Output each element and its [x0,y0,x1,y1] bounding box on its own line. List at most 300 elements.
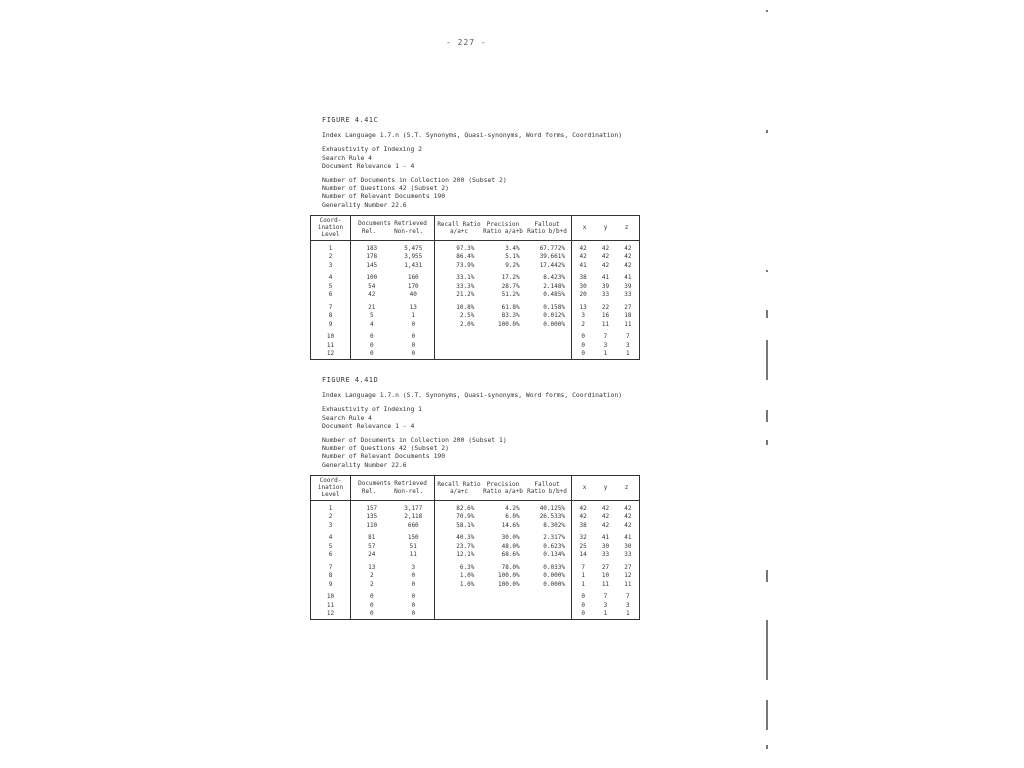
table-row [351,291,434,300]
cell-precision: 100.0% [497,320,520,328]
table-row [435,283,571,292]
table-row [572,342,639,351]
cell-rel: 135 [366,513,378,521]
cell-level: 9 [328,320,333,328]
cell-recall: 86.4% [456,253,475,261]
table-row [311,253,350,262]
ratios-column [435,476,572,619]
cell-z: 42 [624,244,632,252]
nonrel-header: Non-rel. [394,488,424,496]
documents-header [351,216,434,241]
cell-rel: 157 [366,504,378,512]
documents-column [351,476,435,619]
fallout-header: Fallout Ratio b/b+d [527,220,567,235]
generality-number: Generality Number 22.6 [322,460,407,469]
cell-recall: 2.0% [459,320,475,328]
cell-level: 5 [328,282,333,290]
cell-z: 42 [624,521,632,529]
cell-rel: 0 [369,341,374,349]
cell-precision: 30.0% [501,534,520,542]
cell-x: 0 [581,610,585,618]
table-row [435,312,571,321]
cell-x: 0 [581,341,585,349]
cell-level: 6 [328,551,333,559]
table-row [572,564,639,573]
table-row [351,513,434,522]
cell-y: 42 [601,261,610,269]
cell-x: 32 [579,534,587,542]
cell-level: 1 [328,504,333,512]
xyz-column [572,476,639,619]
cell-y: 42 [601,253,610,261]
level-header: Coord-ination Level [311,476,350,501]
level-column [311,216,351,359]
generality-number: Generality Number 22.6 [322,200,407,209]
table-row [311,551,350,560]
cell-nonrel: 13 [409,303,417,311]
table-row [572,610,639,619]
cell-level: 6 [328,291,333,299]
cell-precision: 83.3% [501,312,520,320]
cell-z: 41 [624,534,632,542]
scan-mark [766,570,768,582]
ratios-header [435,476,571,501]
table-row [351,610,434,619]
cell-x: 25 [579,542,587,550]
cell-x: 3 [581,312,585,320]
results-table [310,475,640,620]
number-of-questions: Number of Questions 42 (Subset 2) [322,184,449,193]
documents-column [351,216,435,359]
cell-rel: 2 [369,572,374,580]
cell-recall: 33.3% [456,282,475,290]
cell-z: 42 [624,261,632,269]
cell-level: 11 [326,601,335,609]
table-row [435,522,571,531]
cell-x: 20 [579,291,587,299]
table-row [351,245,434,254]
table-row [311,543,350,552]
ratios-column [435,216,572,359]
cell-nonrel: 0 [411,580,416,588]
table-row [351,534,434,543]
cell-z: 11 [624,320,632,328]
cell-nonrel: 11 [409,551,417,559]
figure-4-41d [310,376,645,620]
table-row [311,312,350,321]
ratios-header [435,216,571,241]
cell-y: 42 [601,513,610,521]
cell-y: 11 [601,320,610,328]
cell-rel: 178 [366,253,378,261]
table-row [572,321,639,330]
precision-header: Precision Ratio a/a+b [483,220,523,235]
table-row [435,291,571,300]
cell-level: 4 [328,534,333,542]
table-row [435,534,571,543]
cell-y: 42 [601,521,610,529]
table-row [311,321,350,330]
cell-fallout: 67.772% [539,244,565,252]
cell-fallout: 0.623% [543,542,565,550]
documents-header-label: Documents Retrieved [358,220,427,228]
cell-x: 13 [579,303,587,311]
cell-fallout: 40.125% [539,504,565,512]
table-row [351,543,434,552]
cell-z: 3 [626,341,630,349]
cell-level: 2 [328,513,333,521]
rel-header: Rel. [361,488,377,496]
cell-z: 11 [624,580,632,588]
scan-mark [766,440,768,445]
table-row [435,543,571,552]
table-row [572,262,639,271]
table-row [435,350,571,359]
cell-nonrel: 0 [411,572,416,580]
table-row [311,304,350,313]
cell-nonrel: 5,475 [404,244,423,252]
cell-x: 41 [579,261,587,269]
table-row [311,350,350,359]
documents-in-collection: Number of Documents in Collection 200 (Subset 1) [322,436,507,445]
cell-precision: 78.0% [501,563,520,571]
cell-z: 27 [624,303,632,311]
table-row [435,253,571,262]
xyz-column [572,216,639,359]
table-row [572,505,639,514]
cell-x: 0 [581,333,585,341]
cell-x: 38 [579,274,587,282]
table-row [435,321,571,330]
table-row [572,572,639,581]
recall-header: Recall Ratio a/a+c [437,220,481,235]
table-row [311,610,350,619]
relevant-documents: Number of Relevant Documents 190 [322,192,446,201]
cell-rel: 0 [369,333,374,341]
cell-x: 42 [579,513,587,521]
cell-level: 8 [328,312,333,320]
cell-level: 1 [328,244,333,252]
cell-rel: 0 [369,593,374,601]
table-row [572,274,639,283]
cell-rel: 21 [368,303,376,311]
cell-rel: 81 [368,534,376,542]
cell-nonrel: 1 [411,312,416,320]
cell-nonrel: 0 [411,341,416,349]
table-row [572,581,639,590]
table-row [311,245,350,254]
document-relevance: Document Relevance 1 - 4 [322,161,415,170]
table-row [435,513,571,522]
cell-nonrel: 660 [407,521,419,529]
cell-precision: 3.4% [505,244,520,252]
relevant-documents: Number of Relevant Documents 190 [322,452,446,461]
cell-z: 33 [624,291,632,299]
cell-level: 8 [328,572,333,580]
cell-fallout: 8.423% [543,274,565,282]
table-row [311,522,350,531]
index-language: Index Language 1.7.n (S.T. Synonyms, Quasi-synonyms, Word forms, Coordination) [322,391,623,400]
cell-nonrel: 51 [409,542,417,550]
cell-precision: 48.0% [501,542,520,550]
cell-precision: 100.0% [497,580,520,588]
table-row [311,564,350,573]
cell-nonrel: 0 [411,333,416,341]
cell-rel: 4 [369,320,374,328]
table-row [351,522,434,531]
cell-y: 27 [601,563,610,571]
table-row [311,333,350,342]
cell-z: 7 [626,333,630,341]
figure-title: FIGURE 4.41D [322,376,379,384]
table-row [435,564,571,573]
scan-mark [766,620,768,680]
table-row [572,312,639,321]
cell-precision: 100.0% [497,572,520,580]
level-header: Coord-ination Level [311,216,350,241]
cell-fallout: 2.148% [543,282,565,290]
cell-level: 12 [326,610,335,618]
cell-rel: 100 [366,274,378,282]
cell-precision: 14.6% [501,521,520,529]
cell-nonrel: 0 [411,601,416,609]
index-language: Index Language 1.7.n (S.T. Synonyms, Quasi-synonyms, Word forms, Coordination) [322,131,623,140]
cell-y: 7 [603,593,608,601]
cell-fallout: 0.485% [543,291,565,299]
cell-level: 10 [326,593,335,601]
cell-recall: 33.1% [456,274,475,282]
xyz-header [572,476,639,501]
table-row [572,543,639,552]
cell-z: 41 [624,274,632,282]
cell-z: 1 [626,610,630,618]
cell-x: 14 [579,551,587,559]
cell-x: 0 [581,350,585,358]
x-header: x [582,224,587,232]
cell-y: 7 [603,333,608,341]
cell-fallout: 8.302% [543,521,565,529]
table-row [311,581,350,590]
precision-header: Precision Ratio a/a+b [483,480,523,495]
cell-precision: 4.2% [505,504,520,512]
cell-rel: 54 [368,282,376,290]
table-row [351,505,434,514]
cell-recall: 58.1% [456,521,475,529]
scan-mark [766,340,768,380]
cell-level: 12 [326,350,335,358]
cell-fallout: 39.661% [539,253,565,261]
cell-fallout: 0.000% [543,572,565,580]
table-row [435,342,571,351]
xyz-header [572,216,639,241]
nonrel-header: Non-rel. [394,228,424,236]
cell-y: 10 [601,572,610,580]
cell-level: 3 [328,261,333,269]
table-row [572,593,639,602]
cell-level: 11 [326,341,335,349]
cell-y: 42 [601,244,610,252]
level-column [311,476,351,619]
documents-header-label: Documents Retrieved [358,480,427,488]
table-row [351,551,434,560]
scan-mark [766,745,768,749]
table-row [351,333,434,342]
cell-y: 3 [603,601,608,609]
cell-precision: 68.6% [501,551,520,559]
table-row [435,245,571,254]
cell-x: 30 [579,282,587,290]
cell-y: 41 [601,534,610,542]
table-row [311,262,350,271]
cell-x: 42 [579,244,587,252]
rel-header: Rel. [361,228,377,236]
table-row [435,593,571,602]
cell-y: 1 [603,350,608,358]
cell-y: 30 [601,542,610,550]
table-row [311,274,350,283]
cell-z: 7 [626,593,630,601]
cell-z: 42 [624,253,632,261]
exhaustivity: Exhaustivity of Indexing 1 [322,405,423,414]
cell-y: 33 [601,551,610,559]
cell-level: 2 [328,253,333,261]
recall-header: Recall Ratio a/a+c [437,480,481,495]
cell-fallout: 17.442% [539,261,565,269]
cell-rel: 13 [368,563,376,571]
cell-z: 1 [626,350,630,358]
cell-fallout: 2.317% [543,534,565,542]
cell-x: 2 [581,320,585,328]
cell-nonrel: 170 [407,282,419,290]
cell-recall: 1.0% [459,580,475,588]
cell-x: 38 [579,521,587,529]
cell-nonrel: 150 [407,534,419,542]
cell-recall: 12.1% [456,551,475,559]
document-relevance: Document Relevance 1 - 4 [322,421,415,430]
cell-rel: 2 [369,580,374,588]
cell-z: 42 [624,504,632,512]
cell-y: 41 [601,274,610,282]
cell-y: 33 [601,291,610,299]
cell-precision: 61.8% [501,303,520,311]
cell-x: 7 [581,563,585,571]
documents-header [351,476,434,501]
cell-z: 30 [624,542,632,550]
y-header: y [603,484,608,492]
table-row [351,274,434,283]
table-row [311,291,350,300]
cell-fallout: 0.033% [543,563,565,571]
cell-recall: 2.5% [459,312,475,320]
table-row [351,321,434,330]
cell-level: 3 [328,521,333,529]
cell-y: 42 [601,504,610,512]
search-rule: Search Rule 4 [322,413,373,422]
page-number: - 227 - [446,38,487,47]
scan-mark [766,700,768,730]
cell-rel: 42 [368,291,376,299]
cell-nonrel: 3,177 [404,504,423,512]
table-row [351,350,434,359]
cell-fallout: 0.000% [543,320,565,328]
cell-recall: 6.3% [459,563,475,571]
table-row [435,304,571,313]
exhaustivity: Exhaustivity of Indexing 2 [322,145,423,154]
table-row [351,304,434,313]
scan-mark [766,130,768,133]
cell-recall: 21.2% [456,291,475,299]
cell-level: 9 [328,580,333,588]
z-header: z [624,224,629,232]
cell-precision: 51.2% [501,291,520,299]
cell-x: 1 [581,580,585,588]
cell-precision: 5.1% [505,253,520,261]
table-row [572,245,639,254]
cell-z: 18 [624,312,632,320]
cell-z: 3 [626,601,630,609]
table-row [572,602,639,611]
cell-nonrel: 1,431 [404,261,423,269]
cell-recall: 23.7% [456,542,475,550]
table-row [435,610,571,619]
scan-mark [766,10,768,12]
documents-in-collection: Number of Documents in Collection 200 (Subset 2) [322,176,507,185]
table-row [572,534,639,543]
cell-rel: 5 [369,312,374,320]
table-row [311,505,350,514]
table-row [351,572,434,581]
cell-precision: 28.7% [501,282,520,290]
cell-fallout: 0.012% [543,312,565,320]
cell-recall: 1.0% [459,572,475,580]
cell-level: 7 [328,563,333,571]
cell-y: 3 [603,341,608,349]
cell-rel: 0 [369,601,374,609]
cell-level: 4 [328,274,333,282]
cell-rel: 0 [369,350,374,358]
table-row [435,581,571,590]
cell-rel: 145 [366,261,378,269]
table-row [351,581,434,590]
cell-recall: 40.3% [456,534,475,542]
cell-precision: 6.0% [505,513,520,521]
figure-title: FIGURE 4.41C [322,116,379,124]
x-header: x [582,484,587,492]
table-row [311,572,350,581]
cell-nonrel: 3,955 [404,253,423,261]
y-header: y [603,224,608,232]
cell-nonrel: 3 [411,563,416,571]
cell-nonrel: 0 [411,350,416,358]
table-row [351,262,434,271]
cell-rel: 24 [368,551,376,559]
cell-nonrel: 2,118 [404,513,423,521]
cell-y: 1 [603,610,608,618]
cell-fallout: 26.533% [539,513,565,521]
cell-recall: 73.9% [456,261,475,269]
cell-precision: 9.2% [505,261,520,269]
number-of-questions: Number of Questions 42 (Subset 2) [322,444,449,453]
cell-recall: 97.3% [456,244,475,252]
table-row [351,342,434,351]
table-row [435,602,571,611]
results-table [310,215,640,360]
search-rule: Search Rule 4 [322,153,373,162]
table-row [435,262,571,271]
cell-rel: 57 [368,542,376,550]
cell-nonrel: 0 [411,593,416,601]
cell-precision: 17.2% [501,274,520,282]
